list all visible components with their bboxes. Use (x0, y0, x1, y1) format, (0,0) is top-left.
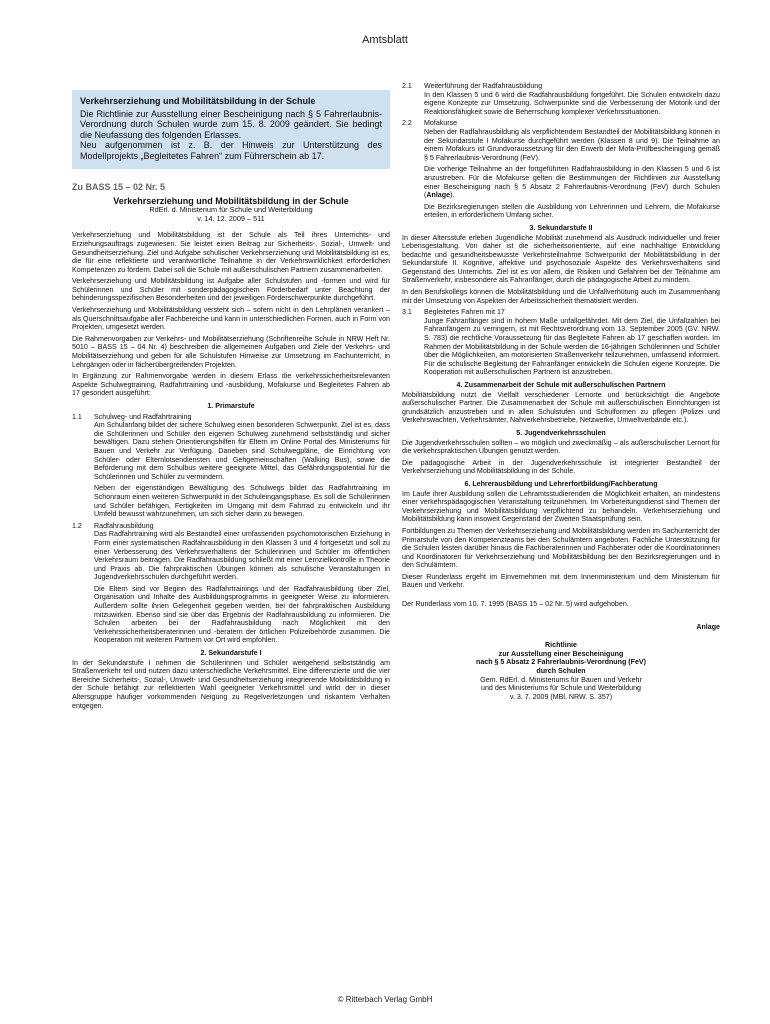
paragraph: Fortbildungen zu Themen der Verkehrserziehung und Mobilitätsbildung werden im Sachunterricht der Primarstufe von den Kompetenzteams bei den Schulämtern angeboten. Fachliche Unterstützung für die Schulen leisten darüber hinaus die Fachberaterinnen und Fachberater oder die Koordinatorinnen und Koordinatoren für Verkehrserziehung und Mobilitätsbildung bei den Bezirksregierungen und in den Schulämtern. (402, 526, 720, 570)
document-date: v. 14. 12. 2009 – 511 (197, 213, 265, 223)
page-footer: © Ritterbach Verlag GmbH (337, 995, 433, 1004)
paragraph: Die Rahmenvorgaben zur Verkehrs- und Mobilitätserziehung (Schriftenreihe Schule in NRW Heft Nr. 5010 – BASS 15 – 04 Nr. 4) beschreiben die allgemeinen Aufgaben und Ziele der Verkehrs- und Mobilitätserziehung und geben für alle Schulstufen Hinweise zur Umsetzung im Fachunterricht, in Lehrgängen oder in fächerübergreifenden Projekten. (72, 334, 390, 369)
paragraph: Neben der eigenständigen Bewältigung des Schulwegs bildet das Radfahrtraining im Schonraum einen weiteren Schwerpunkt in der Schuleingangsphase. Es soll die Schülerinnen und Schüler befähigen, Fertigkeiten im Umgang mit dem Fahrrad zu entwickeln und ihr Umfeld bewusst wahrzunehmen, um sich sicher darin zu bewegen. (94, 484, 390, 519)
anlage-heading: Anlage (696, 622, 720, 631)
text-run: Die vorherige Teilnahme an der fortgeführten Radfahrausbildung in den Klassen 5 und 6 ist anzustreben. Für die Mofakurse gelten die Bestimmungen der Richtlinien zur Ausstellung einer Bescheinigung nach § 5 Absatz 2 Fahrerlaubnis-Verordnung (FeV) durch Schulen ( (424, 165, 720, 200)
section-heading: 2. Sekundarstufe I (200, 649, 262, 658)
left-column (72, 90, 390, 713)
paragraph: In Ergänzung zur Rahmenvorgabe werden in diesem Erlass die verkehrssicherheitsrelevanten Aspekte Schulwegtraining, Radfahrtraining und -ausbildung, Mofakurse und Begleitetes Fahren ab 17 gesondert ausgeführt: (72, 372, 390, 398)
guideline-title: zur Ausstellung einer Bescheinigung (498, 649, 624, 658)
subsection-heading (402, 119, 720, 128)
paragraph: Junge Fahranfänger sind in hohem Maße unfallgefährdet. Mit dem Ziel, die Unfallzahlen bei Fahranfängern zu verringern, ist mit Rechtsverordnung vom 13. September 2005 (GV. NRW. S. 783) die rechtliche Voraussetzung für das Begleitete Fahren ab 17 geschaffen worden. Im Rahmen der Mobilitätsbildung in der Schule werden die 16-jährigen Schülerinnen und Schüler über die Möglichkeiten, am motorisierten Straßenverkehr teilzunehmen, umfassend informiert. Für die schulische Begleitung der Fahranfänger entwickeln die Schulen eigene Konzepte. Die Kooperation mit außerschulischen Partnern ist anzustreben. (424, 316, 720, 377)
anlage-reference: Anlage (426, 191, 451, 200)
subsection-number: 2.1 (402, 82, 412, 90)
paragraph: Verkehrserziehung und Mobilitätsbildung ist Aufgabe aller Schulstufen und -formen und wird für Schülerinnen und Schüler mit sonderpädagogischem Förderbedarf unter Beachtung der behinderungsspezifischen Besonderheiten und der jeweiligen Förderschwerpunkte durchgeführt. (72, 277, 390, 303)
guideline-date: v. 3. 7. 2009 (MBl. NRW. S. 357) (509, 692, 613, 701)
subsection-title: Weiterführung der Radfahrausbildung (424, 82, 543, 90)
guideline-issuer: Gem. RdErl. d. Ministeriums für Bauen und Verkehr (480, 675, 642, 684)
guideline-title: durch Schulen (536, 667, 586, 676)
subsection-heading (72, 413, 390, 422)
subsection-heading (402, 82, 720, 91)
guideline-title: nach § 5 Absatz 2 Fahrerlaubnis-Verordnung (FeV) (475, 658, 647, 667)
subsection-number: 3.1 (402, 308, 412, 317)
section-heading: 6. Lehrerausbildung und Lehrerfortbildung/Fachberatung (464, 479, 658, 488)
right-column (402, 82, 720, 701)
section-heading: 3. Sekundarstufe II (529, 223, 593, 232)
subsection-number: 1.2 (72, 521, 82, 530)
paragraph: Die pädagogische Arbeit in der Jugendverkehrsschule ist integrierter Bestandteil der Verkehrserziehung und Mobilitätsbildung in der Schule. (402, 458, 720, 476)
bass-reference: Zu BASS 15 – 02 Nr. 5 (72, 182, 166, 193)
info-box-title: Verkehrserziehung und Mobilitätsbildung in der Schule (80, 96, 316, 106)
paragraph: In den Berufskollegs können die Mobilitätsbildung und die Unfallverhütung auch im Zusammenhang mit der Umsetzung von Aspekten der Arbeitssicherheit thematisiert werden. (402, 288, 720, 305)
info-box-text: Die Richtlinie zur Ausstellung einer Bescheinigung nach § 5 Fahrerlaubnis-Verordnung durch Schulen wurde zum 15. 8. 2009 geändert. Sie bedingt die Neufassung des folgenden Erlasses. (80, 109, 382, 140)
paragraph: Das Radfahrtraining wird als Bestandteil einer umfassenden psychomotorischen Erziehung in Form einer systematischen Radfahrausbildung in den Klassen 3 und 4 fortgesetzt und soll zu einer Verbesserung des Verkehrsverhaltens der Schülerinnen und Schüler im öffentlichen Verkehrsraum beitragen. Die Radfahrausbildung schließt mit einer Lernzielkontrolle in Theorie und Praxis ab. Die fahrpraktischen Übungen können als schulische Veranstaltungen in Jugendverkehrsschulen durchgeführt werden. (94, 530, 390, 582)
subsection-heading (402, 308, 720, 317)
paragraph: Die Bezirksregierungen stellen die Ausbildung von Lehrerinnen und Lehrern, die Mofakurse erteilen, in erforderlichem Umfang sicher. (424, 202, 720, 220)
subsection-number: 1.1 (72, 412, 82, 421)
document-issuer: RdErl. d. Ministerium für Schule und Weiterbildung (149, 205, 313, 215)
paragraph: Neben der Radfahrausbildung als verpflichtendem Bestandteil der Mobilitätsbildung können in der Sekundarstufe I Mofakurse durchgeführt werden (Klassen 8 und 9). Die Teilnahme an einem Mofakurs ist Grundvoraussetzung für den Erwerb der Mofa-Prüfbescheinigung gemäß § 5 Fahrerlaubnis-Verordnung (FeV). (424, 127, 720, 162)
paragraph: Mobilitätsbildung nutzt die Vielfalt verschiedener Lernorte und berücksichtigt die Angebote außerschulischer Partner. Die Zusammenarbeit der Schule mit außerschulischen Einrichtungen ist grundsätzlich anzustreben und in allen Schulstufen und Schulformen zu pflegen (Polizei und Verkehrswachten, Verkehrsämter, Nahverkehrsbetriebe, Netzwerke, Umweltverbände etc.). (402, 390, 720, 425)
paragraph: Im Laufe ihrer Ausbildung sollen die Lehramtsstudierenden die Möglichkeit erhalten, an mindestens einer verkehrspädagogischen Veranstaltung teilzunehmen. Im Vorbereitungsdienst sind Themen der Verkehrserziehung und Mobilitätsbildung verpflichtend zu behandeln. Verkehrserziehung und Mobilitätsbildung kann insoweit Gegenstand der Zweiten Staatsprüfung sein. (402, 489, 720, 524)
subsection-title: Radfahrausbildung (94, 521, 154, 530)
subsection-title: Begleitetes Fahren mit 17 (424, 308, 505, 317)
section-heading: 4. Zusammenarbeit der Schule mit außerschulischen Partnern (456, 381, 666, 389)
paragraph: In den Klassen 5 und 6 wird die Radfahrausbildung fortgeführt. Die Schulen entwickeln dazu eigene Konzepte zur Umsetzung. Schwerpunkte sind die Verbesserung der Motorik und der Reaktionsfähigkeit sowie die Beherrschung komplexer Verkehrssituationen. (424, 90, 720, 116)
paragraph: Verkehrserziehung und Mobilitätsbildung ist der Schule als Teil ihres Unterrichts- und Erziehungsauftrags zugewiesen. Sie leistet einen Beitrag zur Sicherheits-, Sozial-, Umwelt- und Gesundheitserziehung. Ziel und Aufgabe schulischer Verkehrserziehung und Mobilitätsbildung ist es, die für eine reflektierte und verantwortliche Teilnahme in der Verkehrswirklichkeit erforderlichen Kompetenzen zu fördern. Dabei soll die Schule mit außerschulischen Partnern zusammenarbeiten. (72, 231, 390, 274)
subsection-title: Schulweg- und Radfahrtraining (94, 412, 192, 421)
info-box (72, 90, 390, 169)
page-header: Amtsblatt (362, 34, 408, 46)
info-box-text: Neu aufgenommen ist z. B. der Hinweis zur Unterstützung des Modellprojekts „Begleitetes Fahren“ zum Führerschein ab 17. (80, 140, 382, 161)
subsection-title: Mofakurse (424, 119, 458, 128)
paragraph: Am Schulanfang bildet der sichere Schulweg einen besonderen Schwerpunkt. Ziel ist es, dass die Schülerinnen und Schüler den eigenen Schulweg zunehmend selbstständig und sicher bewältigen. Dazu stehen Orientierungshilfen für Eltern im Online Portal des Ministeriums für Bauen und Verkehr zur Verfügung. Daneben sind Schulwegpläne, die Einrichtung von Schüler- oder Elternlotsendiensten und Gehgemeinschaften (Walking Bus), sowie die Beförderung mit dem Schulbus weitere geeignete Mittel, das Gefährdungspotential für die Schülerinnen und Schüler zu vermindern. (94, 421, 390, 481)
paragraph: In der Sekundarstufe I nehmen die Schülerinnen und Schüler weitgehend selbstständig am Straßenverkehr teil und nutzen dazu unterschiedliche Verkehrsmittel. Eine differenzierte und die vier Bereiche Sicherheits-, Sozial-, Umwelt- und Gesundheitserziehung integrierende Mobilitätsbildung in der Schule befähigt zur reflektierten Wahl geeigneter Verkehrsmittel und wirkt der in dieser Altersgruppe häufiger vorkommenden Neigung zu Regelverletzungen und riskantem Verhalten entgegen. (72, 658, 390, 710)
paragraph: Der Runderlass vom 10. 7. 1995 (BASS 15 – 02 Nr. 5) wird aufgehoben. (402, 600, 629, 609)
section-heading: 5. Jugendverkehrsschulen (516, 428, 606, 437)
section-heading: 1. Primarstufe (207, 402, 255, 410)
subsection-number: 2.2 (402, 119, 412, 128)
paragraph: Die Eltern sind vor Beginn des Radfahrtrainings und der Radfahrausbildung über Ziel, Organisation und Inhalte des Ausbildungsprogramms in geeigneter Weise zu informieren. Außerdem sollte ihnen Gelegenheit gegeben werden, bei der fahrpraktischen Ausbildung mitzuwirken. Ebenso sind sie über das Ergebnis der Radfahrausbildung zu informieren. Die Schulen arbeiten bei der Radfahrausbildung nach Möglichkeit mit den Verkehrssicherheitsberaterinnen und -beratern der örtlichen Polizeibehörde zusammen. Die Kooperation mit weiteren Partnern vor Ort wird empfohlen. (94, 584, 390, 645)
paragraph: Dieser Runderlass ergeht im Einvernehmen mit dem Innenministerium und dem Ministerium für Bauen und Verkehr. (402, 572, 720, 590)
paragraph (402, 165, 720, 199)
guideline-issuer: und des Ministeriums für Schule und Weiterbildung (481, 684, 641, 693)
subsection-heading (72, 522, 390, 531)
document-title: Verkehrserziehung und Mobilitätsbildung in der Schule (113, 195, 349, 206)
text-run: ). (450, 191, 455, 200)
guideline-title: Richtlinie (545, 641, 577, 650)
paragraph: In dieser Altersstufe erleben Jugendliche Mobilität zunehmend als Ausdruck individueller und freier Lebensgestaltung. Von daher ist die sicherheitsorientierte, auf eine nachhaltige Entwicklung bedachte und gesundheitsbewusste Verkehrsteilnahme Schwerpunkt der Mobilitätsbildung in der Sekundarstufe II. Kognitive, affektive und psychosoziale Aspekte des Verkehrsverhaltens sind Gegenstand des Unterrichts. Ziel ist es vor allem, die Risiken und Gefahren bei der Teilnahme am Straßenverkehr, insbesondere als Fahranfänger, durch die pädagogische Arbeit zu mindern. (402, 233, 720, 285)
paragraph: Verkehrserziehung und Mobilitätsbildung versteht sich – sofern nicht in den Lehrplänen verankert – als Querschnittsaufgabe aller Fachbereiche und kann in unterschiedlichen Formen, auch in Form von Projekten, umgesetzt werden. (72, 306, 390, 332)
paragraph: Die Jugendverkehrsschulen sollten – wo möglich und zweckmäßig – als außerschulischer Lernort für die verkehrspraktischen Übungen genutzt werden. (402, 438, 720, 456)
